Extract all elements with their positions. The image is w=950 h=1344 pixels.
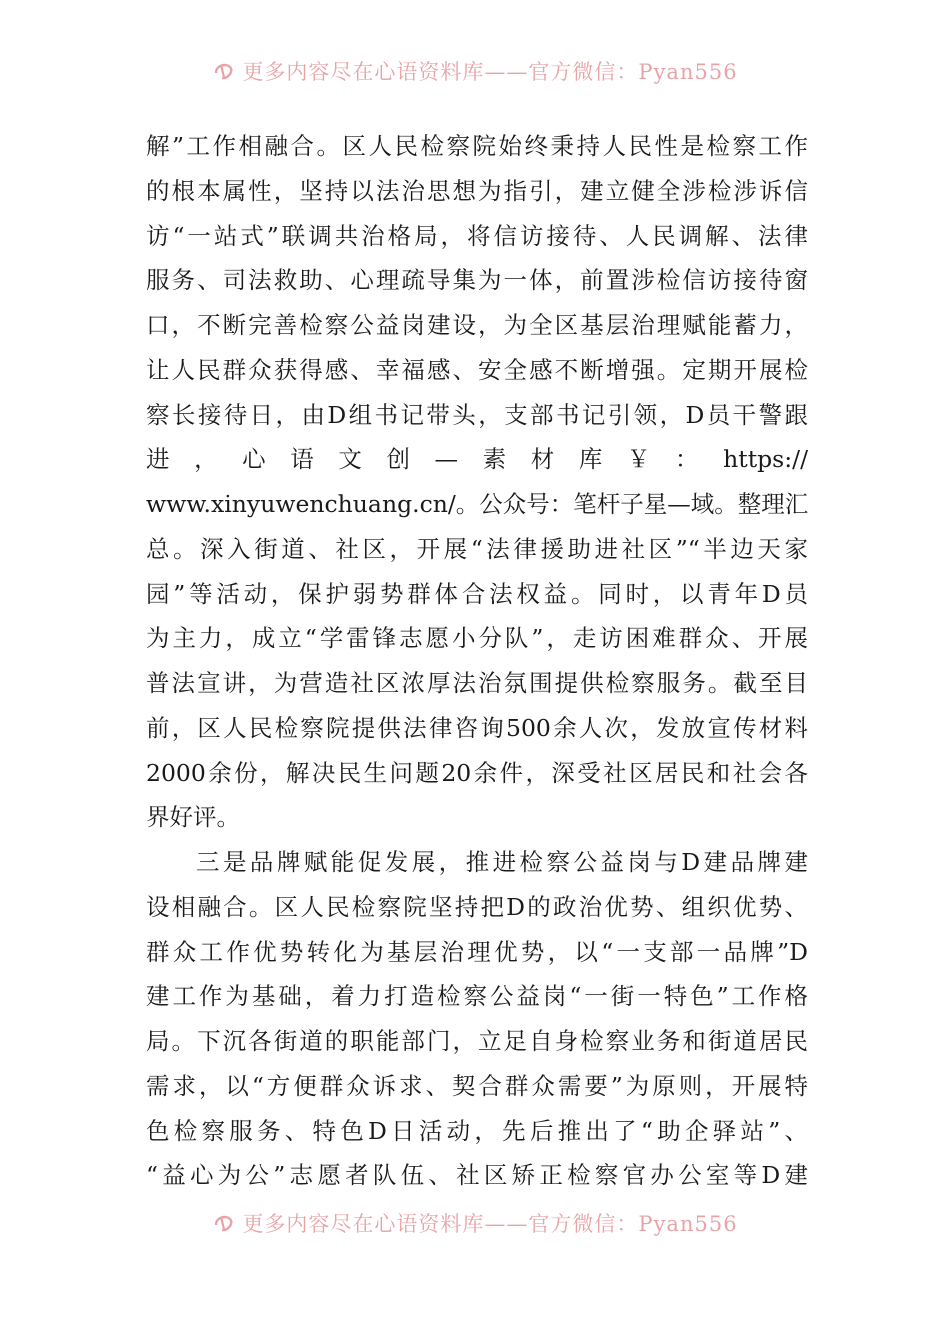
text-line: 前，区人民检察院提供法律咨询500余人次，发放宣传材料 [146, 713, 808, 742]
text-line: 色检察服务、特色D日活动，先后推出了“助企驿站”、 [146, 1116, 808, 1145]
text-line: 三是品牌赋能促发展，推进检察公益岗与D建品牌建 [196, 848, 808, 876]
watermark-text: 更多内容尽在心语资料库——官方微信：Pyan556 [242, 1212, 738, 1236]
watermark-logo-icon [212, 59, 236, 83]
footer-watermark [0, 1208, 950, 1238]
text-line: www.xinyuwenchuang.cn/。公众号：笔杆子星—域。整理汇 [146, 490, 808, 518]
text-line: 群众工作优势转化为基层治理优势，以“一支部一品牌”D [146, 937, 808, 966]
text-line: 服务、司法救助、心理疏导集为一体，前置涉检信访接待窗 [146, 266, 808, 295]
text-line: 建工作为基础，着力打造检察公益岗“一街一特色”工作格 [146, 982, 808, 1011]
text-line: 为主力，成立“学雷锋志愿小分队”，走访困难群众、开展 [146, 624, 808, 653]
text-line: 总。深入街道、社区，开展“法律援助进社区”“半边天家 [146, 534, 808, 563]
text-line: 口，不断完善检察公益岗建设，为全区基层治理赋能蓄力， [146, 311, 808, 339]
text-line: 的根本属性，坚持以法治思想为指引，建立健全涉检涉诉信 [146, 176, 808, 205]
text-line: 局。下沉各街道的职能部门，立足自身检察业务和街道居民 [146, 1027, 808, 1055]
text-line: 进，心语文创—素材库￥：https:// [146, 445, 808, 474]
watermark-logo-icon [212, 1211, 236, 1235]
text-line: 普法宣讲，为营造社区浓厚法治氛围提供检察服务。截至目 [146, 669, 808, 697]
text-line: 解”工作相融合。区人民检察院始终秉持人民性是检察工作 [146, 132, 808, 160]
text-line: 2000余份，解决民生问题20余件，深受社区居民和社会各 [146, 758, 808, 787]
header-watermark [0, 56, 950, 86]
watermark-text: 更多内容尽在心语资料库——官方微信：Pyan556 [242, 60, 738, 84]
text-line: 察长接待日，由D组书记带头，支部书记引领，D员干警跟 [146, 400, 808, 429]
text-line: 需求，以“方便群众诉求、契合群众需要”为原则，开展特 [146, 1071, 808, 1100]
text-line: 设相融合。区人民检察院坚持把D的政治优势、组织优势、 [146, 892, 808, 921]
document-body [146, 124, 808, 1198]
text-line: 界好评。 [146, 803, 240, 832]
text-line: 让人民群众获得感、幸福感、安全感不断增强。定期开展检 [146, 355, 808, 384]
text-line: 园”等活动，保护弱势群体合法权益。同时，以青年D员 [146, 579, 808, 608]
text-line: 访“一站式”联调共治格局，将信访接待、人民调解、法律 [146, 221, 808, 250]
text-line: “益心为公”志愿者队伍、社区矫正检察官办公室等D建 [146, 1161, 808, 1190]
